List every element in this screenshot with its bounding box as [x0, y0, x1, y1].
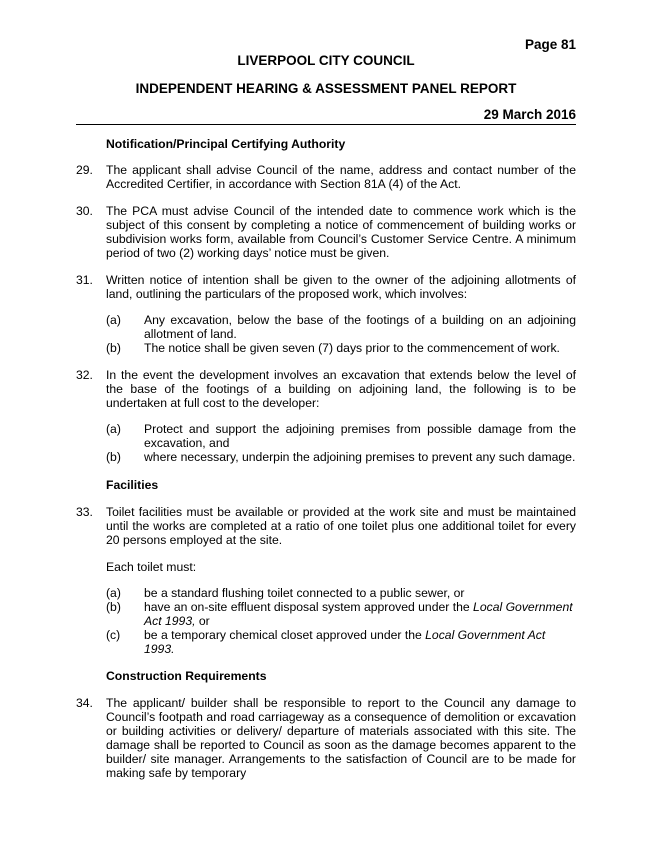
condition-31-b: [106, 341, 576, 355]
section-heading-construction: Construction Requirements: [106, 669, 267, 683]
act-citation: Local Government Act 1993,: [144, 600, 573, 628]
condition-29: [76, 163, 576, 191]
sub-text: where necessary, underpin the adjoining premises to prevent any such damage.: [144, 450, 576, 464]
condition-number: 30.: [76, 204, 93, 218]
condition-number: 34.: [76, 696, 93, 710]
condition-31: [76, 273, 576, 301]
sub-text: be a standard flushing toilet connected to a public sewer, or: [144, 586, 465, 600]
condition-text: Toilet facilities must be available or provided at the work site and must be maintained until the works are completed at a ratio of one toilet plus one additional toilet for every 20 persons employed at the site.: [106, 505, 576, 547]
sub-text-pre: be a temporary chemical closet approved under the: [144, 628, 426, 642]
sub-letter: (b): [106, 341, 121, 355]
sub-text: [144, 628, 576, 656]
condition-33-b: [106, 600, 576, 628]
council-name: LIVERPOOL CITY COUNCIL: [237, 53, 415, 68]
condition-32-a: [106, 422, 576, 450]
sub-letter: (b): [106, 450, 121, 464]
condition-text: In the event the development involves an excavation that extends below the level of the base of the footings of a building on adjoining land, the following is to be undertaken at full cost to the developer:: [106, 368, 576, 410]
sub-letter: (b): [106, 600, 121, 614]
condition-34: [76, 696, 576, 780]
sub-text: Any excavation, below the base of the footings of a building on an adjoining allotment of land.: [144, 313, 576, 341]
condition-33-a: [106, 586, 576, 600]
header-divider: [76, 124, 576, 125]
condition-number: 33.: [76, 505, 93, 519]
sub-text: Protect and support the adjoining premises from possible damage from the excavation, and: [144, 422, 576, 450]
condition-31-a: [106, 313, 576, 341]
condition-33: [76, 505, 576, 547]
sub-letter: (c): [106, 628, 121, 642]
sub-text: The notice shall be given seven (7) days prior to the commencement of work.: [144, 341, 560, 355]
sub-letter: (a): [106, 586, 121, 600]
condition-number: 29.: [76, 163, 93, 177]
condition-32: [76, 368, 576, 410]
document-body: [76, 137, 576, 780]
condition-32-b: [106, 450, 576, 464]
condition-33-c: [106, 628, 576, 656]
sub-letter: (a): [106, 422, 121, 436]
condition-text: The PCA must advise Council of the intended date to commence work which is the subject of this consent by completing a notice of commencement of building works or subdivision works form, available from Council’s Customer Service Centre. A minimum period of two (2) working days’ notice must be given.: [106, 204, 576, 260]
sub-letter: (a): [106, 313, 121, 327]
sub-text-pre: have an on-site effluent disposal system approved under the: [144, 600, 474, 614]
report-title: INDEPENDENT HEARING & ASSESSMENT PANEL REPORT: [135, 81, 517, 96]
act-citation: Local Government Act 1993.: [144, 628, 546, 656]
sub-text: [144, 600, 576, 628]
page-number: Page 81: [524, 37, 576, 52]
condition-number: 31.: [76, 273, 93, 287]
section-heading-notification: Notification/Principal Certifying Authority: [106, 137, 346, 151]
condition-text: The applicant shall advise Council of the name, address and contact number of the Accredited Certifier, in accordance with Section 81A (4) of the Act.: [106, 163, 576, 191]
section-heading-facilities: Facilities: [106, 478, 159, 492]
each-toilet-text: Each toilet must:: [106, 560, 197, 574]
condition-30: [76, 204, 576, 260]
condition-text: Written notice of intention shall be given to the owner of the adjoining allotments of land, outlining the particulars of the proposed work, which involves:: [106, 273, 576, 301]
report-date: 29 March 2016: [483, 107, 576, 122]
condition-number: 32.: [76, 368, 93, 382]
condition-text: The applicant/ builder shall be responsible to report to the Council any damage to Council’s footpath and road carriageway as a consequence of demolition or excavation or building activities or delivery/ departure of materials associated with this site. The damage shall be reported to Council as soon as the damage becomes apparent to the builder/ site manager. Arrangements to the satisfaction of Council are to be made for making safe by temporary: [106, 696, 576, 780]
sub-text-post: or: [195, 614, 210, 628]
